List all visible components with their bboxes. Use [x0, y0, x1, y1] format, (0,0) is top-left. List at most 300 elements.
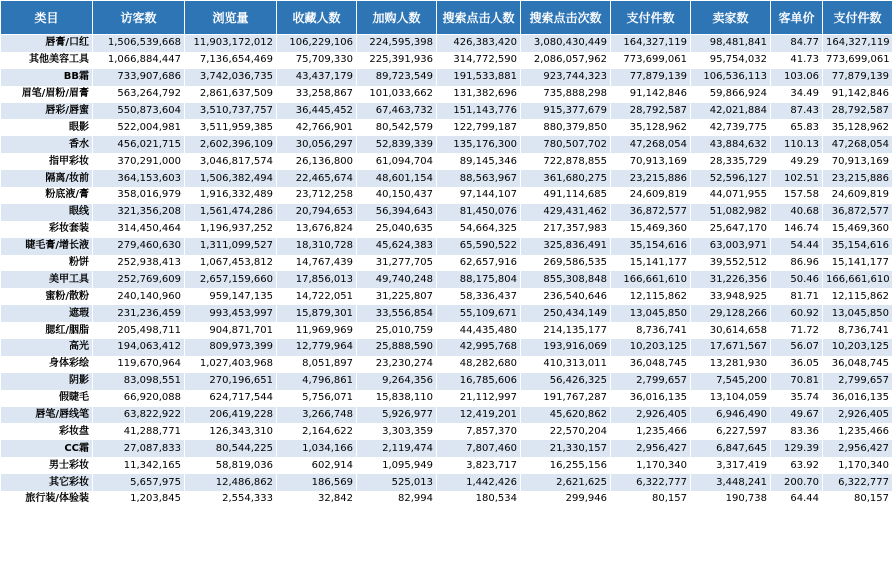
value-cell: 35,128,962	[611, 119, 691, 136]
value-cell: 26,136,800	[277, 153, 357, 170]
value-cell: 3,080,430,449	[521, 35, 611, 52]
value-cell: 55,109,671	[437, 305, 521, 322]
value-cell: 17,671,567	[691, 339, 771, 356]
value-cell: 88,563,967	[437, 170, 521, 187]
value-cell: 370,291,000	[93, 153, 185, 170]
value-cell: 54.44	[771, 238, 823, 255]
value-cell: 164,327,119	[611, 35, 691, 52]
value-cell: 15,141,177	[823, 255, 892, 272]
value-cell: 180,534	[437, 491, 521, 508]
value-cell: 3,303,359	[357, 423, 437, 440]
value-cell: 110.13	[771, 136, 823, 153]
value-cell: 97,144,107	[437, 187, 521, 204]
category-cell: 身体彩绘	[1, 356, 93, 373]
value-cell: 8,736,741	[823, 322, 892, 339]
value-cell: 2,621,625	[521, 474, 611, 491]
value-cell: 2,086,057,962	[521, 52, 611, 69]
category-cell: 睫毛膏/增长液	[1, 238, 93, 255]
value-cell: 44,435,480	[437, 322, 521, 339]
value-cell: 70,913,169	[823, 153, 892, 170]
value-cell: 5,657,975	[93, 474, 185, 491]
value-cell: 52,596,127	[691, 170, 771, 187]
value-cell: 252,938,413	[93, 255, 185, 272]
value-cell: 84.77	[771, 35, 823, 52]
value-cell: 194,063,412	[93, 339, 185, 356]
value-cell: 7,807,460	[437, 440, 521, 457]
value-cell: 122,799,187	[437, 119, 521, 136]
value-cell: 63,003,971	[691, 238, 771, 255]
value-cell: 2,799,657	[823, 373, 892, 390]
value-cell: 66,920,088	[93, 390, 185, 407]
value-cell: 1,916,332,489	[185, 187, 277, 204]
value-cell: 131,382,696	[437, 86, 521, 103]
table-row	[1, 221, 892, 238]
table-row	[1, 271, 892, 288]
value-cell: 8,736,741	[611, 322, 691, 339]
value-cell: 10,203,125	[823, 339, 892, 356]
value-cell: 157.58	[771, 187, 823, 204]
value-cell: 1,506,382,494	[185, 170, 277, 187]
value-cell: 43,884,632	[691, 136, 771, 153]
table-row	[1, 187, 892, 204]
category-cell: 男士彩妆	[1, 457, 93, 474]
value-cell: 44,071,955	[691, 187, 771, 204]
value-cell: 98,481,841	[691, 35, 771, 52]
value-cell: 62,657,916	[437, 255, 521, 272]
value-cell: 240,140,960	[93, 288, 185, 305]
value-cell: 41,288,771	[93, 423, 185, 440]
value-cell: 28,792,587	[611, 103, 691, 120]
value-cell: 42,739,775	[691, 119, 771, 136]
value-cell: 25,040,635	[357, 221, 437, 238]
value-cell: 70.81	[771, 373, 823, 390]
value-cell: 166,661,610	[823, 271, 892, 288]
value-cell: 270,196,651	[185, 373, 277, 390]
value-cell: 12,115,862	[611, 288, 691, 305]
value-cell: 773,699,061	[823, 52, 892, 69]
value-cell: 11,969,969	[277, 322, 357, 339]
col-header-avg-order: 客单价	[771, 1, 823, 35]
value-cell: 24,609,819	[823, 187, 892, 204]
value-cell: 35,154,616	[611, 238, 691, 255]
value-cell: 6,847,645	[691, 440, 771, 457]
value-cell: 58,336,437	[437, 288, 521, 305]
value-cell: 80,544,225	[185, 440, 277, 457]
value-cell: 48,282,680	[437, 356, 521, 373]
value-cell: 13,104,059	[691, 390, 771, 407]
value-cell: 36,872,577	[611, 204, 691, 221]
col-header-visitors: 访客数	[93, 1, 185, 35]
value-cell: 151,143,776	[437, 103, 521, 120]
value-cell: 12,486,862	[185, 474, 277, 491]
value-cell: 89,145,346	[437, 153, 521, 170]
value-cell: 1,095,949	[357, 457, 437, 474]
value-cell: 70,913,169	[611, 153, 691, 170]
value-cell: 47,268,054	[823, 136, 892, 153]
value-cell: 15,469,360	[823, 221, 892, 238]
value-cell: 17,856,013	[277, 271, 357, 288]
col-header-pageviews: 浏览量	[185, 1, 277, 35]
value-cell: 101,033,662	[357, 86, 437, 103]
value-cell: 42,995,768	[437, 339, 521, 356]
value-cell: 22,570,204	[521, 423, 611, 440]
col-header-sellers: 卖家数	[691, 1, 771, 35]
value-cell: 361,680,275	[521, 170, 611, 187]
value-cell: 426,383,420	[437, 35, 521, 52]
value-cell: 65,590,522	[437, 238, 521, 255]
value-cell: 103.06	[771, 69, 823, 86]
table-row	[1, 407, 892, 424]
value-cell: 27,087,833	[93, 440, 185, 457]
value-cell: 126,343,310	[185, 423, 277, 440]
value-cell: 7,857,370	[437, 423, 521, 440]
table-row	[1, 288, 892, 305]
value-cell: 456,021,715	[93, 136, 185, 153]
value-cell: 91,142,846	[611, 86, 691, 103]
table-row	[1, 457, 892, 474]
value-cell: 24,609,819	[611, 187, 691, 204]
value-cell: 1,170,340	[611, 457, 691, 474]
value-cell: 15,141,177	[611, 255, 691, 272]
table-row	[1, 69, 892, 86]
value-cell: 1,027,403,968	[185, 356, 277, 373]
category-cell: 其他美容工具	[1, 52, 93, 69]
value-cell: 923,744,323	[521, 69, 611, 86]
category-cell: 假睫毛	[1, 390, 93, 407]
value-cell: 31,225,807	[357, 288, 437, 305]
table-row	[1, 103, 892, 120]
value-cell: 191,767,287	[521, 390, 611, 407]
value-cell: 23,230,274	[357, 356, 437, 373]
value-cell: 7,136,654,469	[185, 52, 277, 69]
value-cell: 166,661,610	[611, 271, 691, 288]
value-cell: 3,823,717	[437, 457, 521, 474]
value-cell: 959,147,135	[185, 288, 277, 305]
value-cell: 40.68	[771, 204, 823, 221]
value-cell: 1,235,466	[823, 423, 892, 440]
value-cell: 48,601,154	[357, 170, 437, 187]
value-cell: 358,016,979	[93, 187, 185, 204]
category-cell: CC霜	[1, 440, 93, 457]
value-cell: 81.71	[771, 288, 823, 305]
value-cell: 47,268,054	[611, 136, 691, 153]
category-cell: 隔离/妆前	[1, 170, 93, 187]
value-cell: 106,229,106	[277, 35, 357, 52]
value-cell: 2,861,637,509	[185, 86, 277, 103]
value-cell: 904,871,701	[185, 322, 277, 339]
value-cell: 40,150,437	[357, 187, 437, 204]
value-cell: 25,647,170	[691, 221, 771, 238]
value-cell: 119,670,964	[93, 356, 185, 373]
value-cell: 3,510,737,757	[185, 103, 277, 120]
value-cell: 193,916,069	[521, 339, 611, 356]
col-header-paid-items: 支付件数	[611, 1, 691, 35]
table-row	[1, 390, 892, 407]
value-cell: 6,322,777	[611, 474, 691, 491]
value-cell: 735,888,298	[521, 86, 611, 103]
value-cell: 36.05	[771, 356, 823, 373]
category-cell: 唇膏/口红	[1, 35, 93, 52]
value-cell: 63.92	[771, 457, 823, 474]
value-cell: 39,552,512	[691, 255, 771, 272]
value-cell: 231,236,459	[93, 305, 185, 322]
value-cell: 146.74	[771, 221, 823, 238]
value-cell: 83.36	[771, 423, 823, 440]
value-cell: 217,357,983	[521, 221, 611, 238]
value-cell: 32,842	[277, 491, 357, 508]
value-cell: 35.74	[771, 390, 823, 407]
table-row	[1, 204, 892, 221]
value-cell: 14,767,439	[277, 255, 357, 272]
table-row	[1, 491, 892, 508]
value-cell: 56,394,643	[357, 204, 437, 221]
value-cell: 1,066,884,447	[93, 52, 185, 69]
value-cell: 186,569	[277, 474, 357, 491]
value-cell: 102.51	[771, 170, 823, 187]
category-cell: 眼线	[1, 204, 93, 221]
category-cell: 唇彩/唇蜜	[1, 103, 93, 120]
value-cell: 13,045,850	[823, 305, 892, 322]
value-cell: 36,016,135	[823, 390, 892, 407]
table-row	[1, 238, 892, 255]
value-cell: 12,779,964	[277, 339, 357, 356]
value-cell: 1,311,099,527	[185, 238, 277, 255]
table-row	[1, 373, 892, 390]
value-cell: 3,317,419	[691, 457, 771, 474]
category-cell: BB霜	[1, 69, 93, 86]
category-cell: 彩妆套装	[1, 221, 93, 238]
col-header-paid-items-2: 支付件数	[823, 1, 892, 35]
category-cell: 旅行装/体验装	[1, 491, 93, 508]
value-cell: 16,785,606	[437, 373, 521, 390]
value-cell: 15,838,110	[357, 390, 437, 407]
value-cell: 49.29	[771, 153, 823, 170]
value-cell: 491,114,685	[521, 187, 611, 204]
value-cell: 43,437,179	[277, 69, 357, 86]
value-cell: 205,498,711	[93, 322, 185, 339]
table-row	[1, 356, 892, 373]
value-cell: 45,624,383	[357, 238, 437, 255]
value-cell: 23,215,886	[611, 170, 691, 187]
value-cell: 80,157	[611, 491, 691, 508]
value-cell: 325,836,491	[521, 238, 611, 255]
category-cell: 彩妆盘	[1, 423, 93, 440]
value-cell: 1,067,453,812	[185, 255, 277, 272]
value-cell: 6,227,597	[691, 423, 771, 440]
value-cell: 550,873,604	[93, 103, 185, 120]
value-cell: 3,742,036,735	[185, 69, 277, 86]
value-cell: 236,540,646	[521, 288, 611, 305]
value-cell: 269,586,535	[521, 255, 611, 272]
value-cell: 855,308,848	[521, 271, 611, 288]
value-cell: 2,657,159,660	[185, 271, 277, 288]
value-cell: 61,094,704	[357, 153, 437, 170]
category-cell: 香水	[1, 136, 93, 153]
value-cell: 563,264,792	[93, 86, 185, 103]
value-cell: 49.67	[771, 407, 823, 424]
value-cell: 1,442,426	[437, 474, 521, 491]
value-cell: 86.96	[771, 255, 823, 272]
value-cell: 2,956,427	[611, 440, 691, 457]
table-row	[1, 136, 892, 153]
value-cell: 14,722,051	[277, 288, 357, 305]
col-header-search-click-count: 搜索点击次数	[521, 1, 611, 35]
value-cell: 51,082,982	[691, 204, 771, 221]
value-cell: 20,794,653	[277, 204, 357, 221]
value-cell: 89,723,549	[357, 69, 437, 86]
col-header-search-click-users: 搜索点击人数	[437, 1, 521, 35]
value-cell: 321,356,208	[93, 204, 185, 221]
category-cell: 美甲工具	[1, 271, 93, 288]
value-cell: 1,170,340	[823, 457, 892, 474]
category-cell: 蜜粉/散粉	[1, 288, 93, 305]
value-cell: 91,142,846	[823, 86, 892, 103]
value-cell: 6,322,777	[823, 474, 892, 491]
value-cell: 1,196,937,252	[185, 221, 277, 238]
value-cell: 2,926,405	[611, 407, 691, 424]
table-row	[1, 153, 892, 170]
value-cell: 224,595,398	[357, 35, 437, 52]
table-row	[1, 52, 892, 69]
value-cell: 106,536,113	[691, 69, 771, 86]
value-cell: 82,994	[357, 491, 437, 508]
value-cell: 129.39	[771, 440, 823, 457]
value-cell: 773,699,061	[611, 52, 691, 69]
value-cell: 41.73	[771, 52, 823, 69]
value-cell: 2,799,657	[611, 373, 691, 390]
value-cell: 2,602,396,109	[185, 136, 277, 153]
value-cell: 722,878,855	[521, 153, 611, 170]
table-row	[1, 305, 892, 322]
value-cell: 3,046,817,574	[185, 153, 277, 170]
col-header-favorites: 收藏人数	[277, 1, 357, 35]
value-cell: 83,098,551	[93, 373, 185, 390]
col-header-add-to-cart: 加购人数	[357, 1, 437, 35]
value-cell: 30,056,297	[277, 136, 357, 153]
value-cell: 1,203,845	[93, 491, 185, 508]
table-row	[1, 423, 892, 440]
value-cell: 915,377,679	[521, 103, 611, 120]
value-cell: 13,676,824	[277, 221, 357, 238]
value-cell: 314,450,464	[93, 221, 185, 238]
value-cell: 36,048,745	[611, 356, 691, 373]
value-cell: 12,419,201	[437, 407, 521, 424]
value-cell: 75,709,330	[277, 52, 357, 69]
value-cell: 13,281,930	[691, 356, 771, 373]
value-cell: 59,866,924	[691, 86, 771, 103]
value-cell: 1,235,466	[611, 423, 691, 440]
table-row	[1, 170, 892, 187]
value-cell: 15,469,360	[611, 221, 691, 238]
header-row	[1, 1, 892, 35]
value-cell: 58,819,036	[185, 457, 277, 474]
value-cell: 34.49	[771, 86, 823, 103]
value-cell: 64.44	[771, 491, 823, 508]
value-cell: 33,948,925	[691, 288, 771, 305]
value-cell: 314,772,590	[437, 52, 521, 69]
value-cell: 36,445,452	[277, 103, 357, 120]
value-cell: 525,013	[357, 474, 437, 491]
value-cell: 87.43	[771, 103, 823, 120]
category-cell: 其它彩妆	[1, 474, 93, 491]
value-cell: 36,048,745	[823, 356, 892, 373]
value-cell: 56,426,325	[521, 373, 611, 390]
value-cell: 10,203,125	[611, 339, 691, 356]
table-row	[1, 86, 892, 103]
value-cell: 16,255,156	[521, 457, 611, 474]
value-cell: 50.46	[771, 271, 823, 288]
category-cell: 唇笔/唇线笔	[1, 407, 93, 424]
value-cell: 5,756,071	[277, 390, 357, 407]
category-cell: 遮瑕	[1, 305, 93, 322]
value-cell: 36,016,135	[611, 390, 691, 407]
value-cell: 429,431,462	[521, 204, 611, 221]
value-cell: 809,973,399	[185, 339, 277, 356]
value-cell: 1,561,474,286	[185, 204, 277, 221]
value-cell: 36,872,577	[823, 204, 892, 221]
value-cell: 1,034,166	[277, 440, 357, 457]
value-cell: 60.92	[771, 305, 823, 322]
value-cell: 80,542,579	[357, 119, 437, 136]
table-row	[1, 322, 892, 339]
value-cell: 13,045,850	[611, 305, 691, 322]
value-cell: 42,021,884	[691, 103, 771, 120]
table-body	[1, 35, 892, 508]
category-cell: 粉底液/膏	[1, 187, 93, 204]
value-cell: 52,839,339	[357, 136, 437, 153]
value-cell: 3,448,241	[691, 474, 771, 491]
value-cell: 29,128,266	[691, 305, 771, 322]
table-row	[1, 119, 892, 136]
category-cell: 眼影	[1, 119, 93, 136]
value-cell: 11,342,165	[93, 457, 185, 474]
value-cell: 250,434,149	[521, 305, 611, 322]
value-cell: 63,822,922	[93, 407, 185, 424]
value-cell: 1,506,539,668	[93, 35, 185, 52]
value-cell: 21,112,997	[437, 390, 521, 407]
value-cell: 49,740,248	[357, 271, 437, 288]
value-cell: 28,335,729	[691, 153, 771, 170]
value-cell: 780,507,702	[521, 136, 611, 153]
value-cell: 77,879,139	[611, 69, 691, 86]
value-cell: 733,907,686	[93, 69, 185, 86]
value-cell: 33,258,867	[277, 86, 357, 103]
value-cell: 5,926,977	[357, 407, 437, 424]
value-cell: 54,664,325	[437, 221, 521, 238]
value-cell: 22,465,674	[277, 170, 357, 187]
value-cell: 191,533,881	[437, 69, 521, 86]
value-cell: 25,888,590	[357, 339, 437, 356]
value-cell: 31,277,705	[357, 255, 437, 272]
value-cell: 2,164,622	[277, 423, 357, 440]
value-cell: 2,554,333	[185, 491, 277, 508]
value-cell: 33,556,854	[357, 305, 437, 322]
value-cell: 81,450,076	[437, 204, 521, 221]
value-cell: 12,115,862	[823, 288, 892, 305]
value-cell: 3,511,959,385	[185, 119, 277, 136]
value-cell: 15,879,301	[277, 305, 357, 322]
value-cell: 65.83	[771, 119, 823, 136]
value-cell: 214,135,177	[521, 322, 611, 339]
value-cell: 522,004,981	[93, 119, 185, 136]
value-cell: 21,330,157	[521, 440, 611, 457]
value-cell: 200.70	[771, 474, 823, 491]
value-cell: 23,215,886	[823, 170, 892, 187]
value-cell: 410,313,011	[521, 356, 611, 373]
value-cell: 23,712,258	[277, 187, 357, 204]
value-cell: 4,796,861	[277, 373, 357, 390]
value-cell: 364,153,603	[93, 170, 185, 187]
